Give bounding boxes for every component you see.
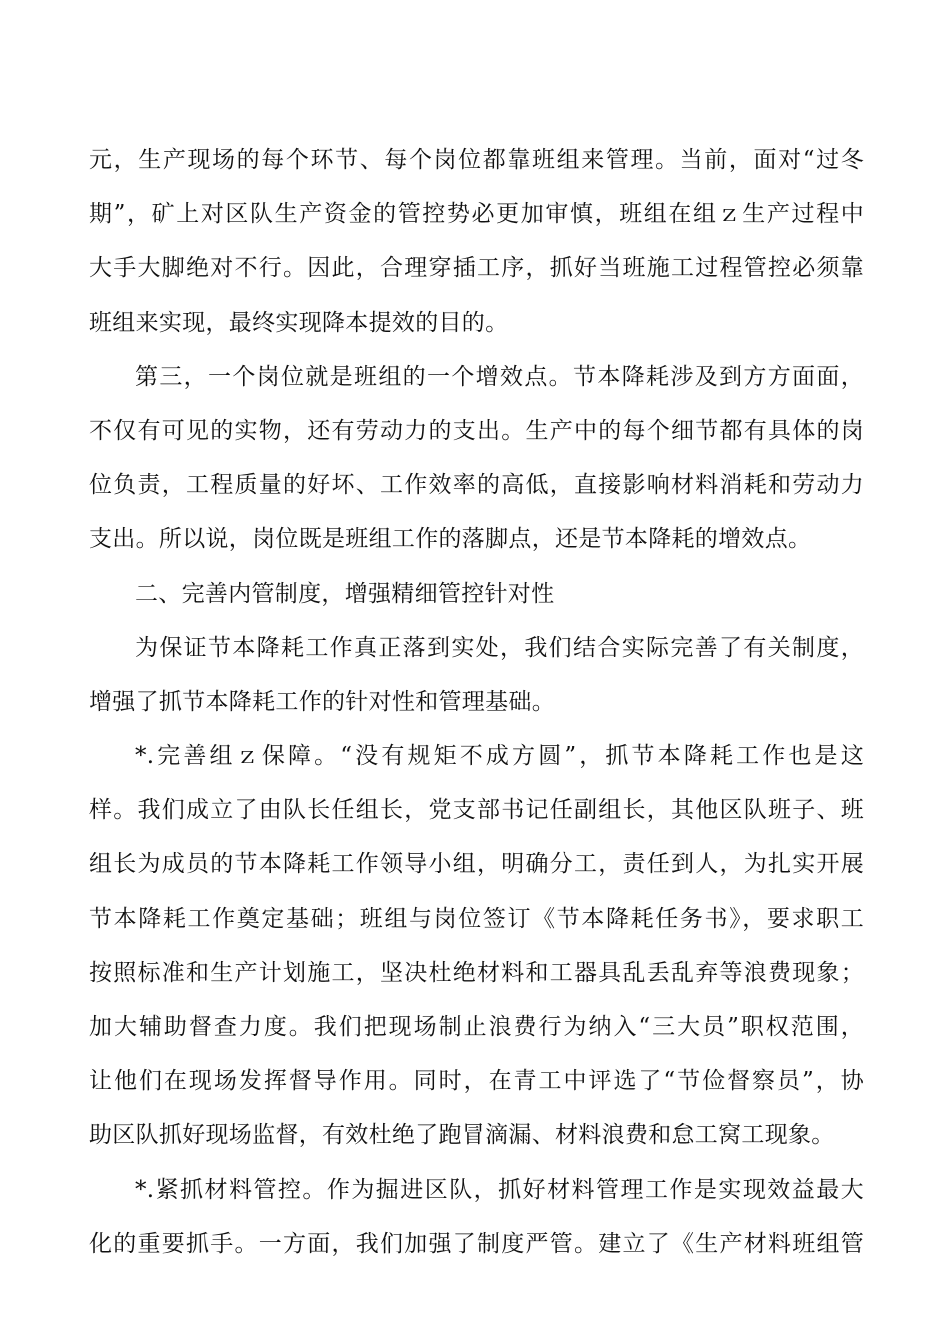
paragraph-line: 不仅有可见的实物，还有劳动力的支出。生产中的每个细节都有具体的岗 xyxy=(89,417,864,444)
paragraph-line: 班组来实现，最终实现降本提效的目的。 xyxy=(89,309,509,336)
paragraph-line: 增强了抓节本降耗工作的针对性和管理基础。 xyxy=(89,688,555,715)
paragraph-line: 组长为成员的节本降耗工作领导小组，明确分工，责任到人，为扎实开展 xyxy=(89,851,864,878)
paragraph-line: 支出。所以说，岗位既是班组工作的落脚点，还是节本降耗的增效点。 xyxy=(89,526,812,553)
paragraph-line: 为保证节本降耗工作真正落到实处，我们结合实际完善了有关制度， xyxy=(135,634,864,661)
paragraph-line: 化的重要抓手。一方面，我们加强了制度严管。建立了《生产材料班组管 xyxy=(89,1230,864,1257)
paragraph-line: 第三，一个岗位就是班组的一个增效点。节本降耗涉及到方方面面， xyxy=(135,363,864,390)
paragraph-line: 样。我们成立了由队长任组长，党支部书记任副组长，其他区队班子、班 xyxy=(89,797,864,824)
paragraph-line: 大手大脚绝对不行。因此，合理穿插工序，抓好当班施工过程管控必须靠 xyxy=(89,255,864,282)
paragraph-line: 位负责，工程质量的好坏、工作效率的高低，直接影响材料消耗和劳动力 xyxy=(89,472,864,499)
paragraph-line: 按照标准和生产计划施工，坚决杜绝材料和工器具乱丢乱弃等浪费现象； xyxy=(89,959,864,986)
paragraph-line: 加大辅助督查力度。我们把现场制止浪费行为纳入“三大员”职权范围， xyxy=(89,1014,864,1040)
paragraph-line: 让他们在现场发挥督导作用。同时，在青工中评选了“节俭督察员”，协 xyxy=(89,1068,864,1095)
paragraph-line: 元，生产现场的每个环节、每个岗位都靠班组来管理。当前，面对“过冬 xyxy=(89,147,864,173)
document-body xyxy=(89,133,864,1271)
paragraph-line: *.完善组ｚ保障。“没有规矩不成方圆”，抓节本降耗工作也是这 xyxy=(135,743,864,770)
paragraph-line: 助区队抓好现场监督，有效杜绝了跑冒滴漏、材料浪费和怠工窝工现象。 xyxy=(89,1122,835,1149)
paragraph-line: 期”，矿上对区队生产资金的管控势必更加审慎，班组在组ｚ生产过程中 xyxy=(89,201,864,228)
paragraph-line: 节本降耗工作奠定基础；班组与岗位签订《节本降耗任务书》，要求职工 xyxy=(89,905,864,932)
paragraph-line: *.紧抓材料管控。作为掘进区队，抓好材料管理工作是实现效益最大 xyxy=(135,1176,864,1203)
section-heading: 二、完善内管制度，增强精细管控针对性 xyxy=(135,580,555,607)
